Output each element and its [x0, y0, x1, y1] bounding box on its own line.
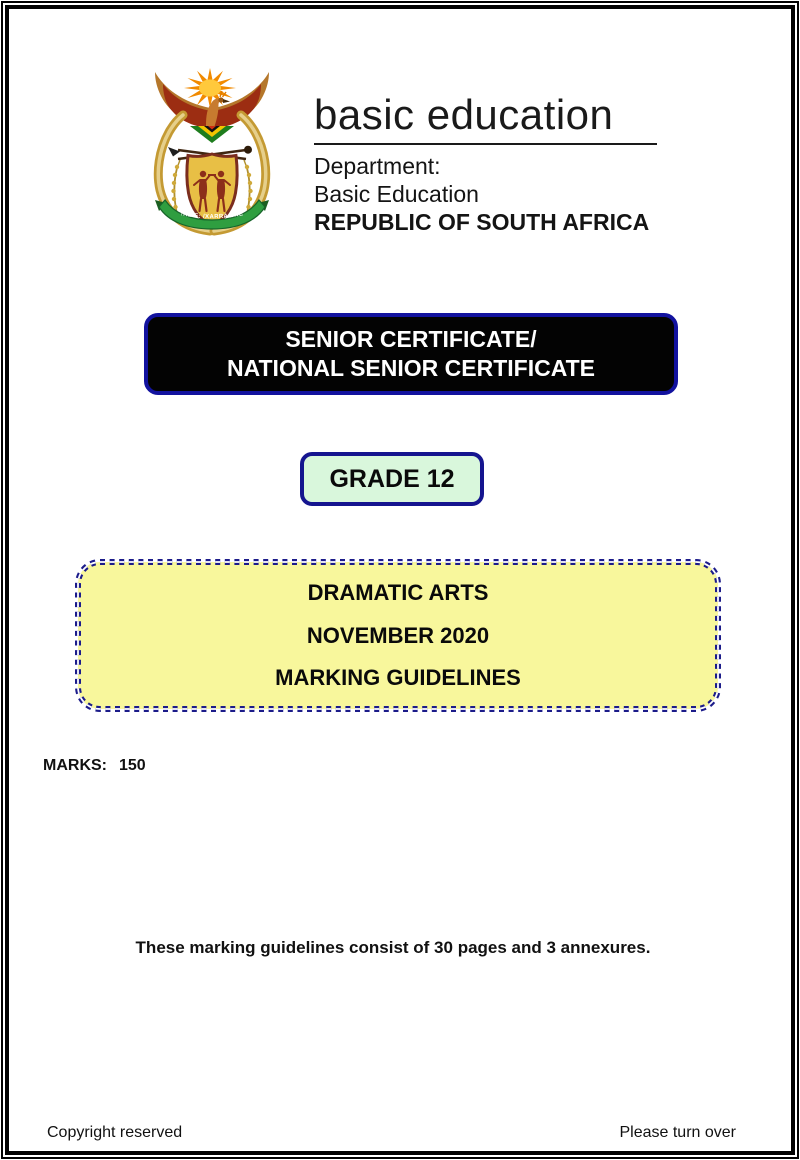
grade-badge	[300, 452, 484, 506]
copyright-notice: Copyright reserved	[47, 1124, 183, 1141]
coat-of-arms-logo	[146, 64, 278, 238]
department-name: Basic Education	[314, 181, 479, 208]
page-count-note: These marking guidelines consist of 30 pages and 3 annexures.	[135, 938, 651, 957]
motto-text: !KE E: /XARRA //KE	[179, 211, 244, 221]
marks-value: 150	[119, 757, 146, 774]
department-label: Department:	[314, 153, 441, 180]
certificate-line-1: SENIOR CERTIFICATE/	[285, 326, 537, 352]
document-type: MARKING GUIDELINES	[275, 664, 521, 690]
department-branding	[314, 92, 657, 236]
turn-over-notice: Please turn over	[619, 1124, 736, 1141]
south-africa-coat-of-arms-icon	[146, 64, 278, 238]
marks-label: MARKS:	[43, 757, 107, 774]
certificate-banner	[144, 313, 678, 395]
subject-box	[74, 558, 722, 713]
certificate-line-2: NATIONAL SENIOR CERTIFICATE	[227, 355, 595, 381]
country-name: REPUBLIC OF SOUTH AFRICA	[314, 209, 650, 236]
brand-title: basic education	[314, 91, 614, 138]
subject-text	[74, 558, 722, 713]
exam-session: NOVEMBER 2020	[306, 622, 490, 648]
subject-title: DRAMATIC ARTS	[307, 580, 489, 606]
grade-label: GRADE 12	[329, 464, 455, 493]
marks-line	[43, 757, 146, 775]
brand-divider	[314, 143, 657, 145]
